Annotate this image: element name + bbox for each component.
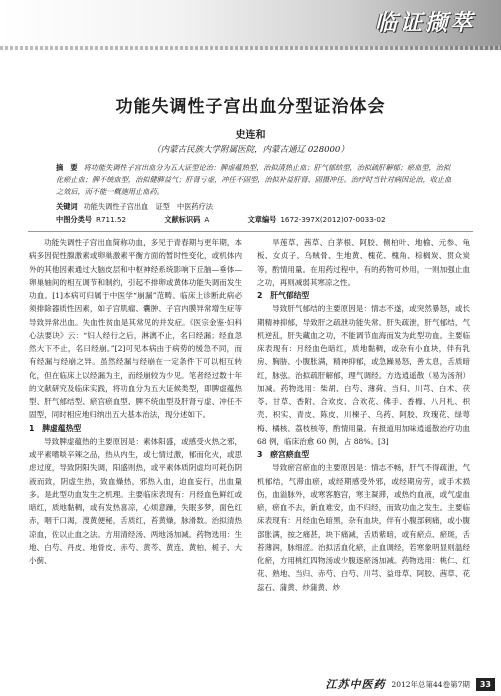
section-3-paragraph: 导致瘀宫瘀血的主要原因是：情志不畅，肝气不得疏泄，气机郁结，气滞血瘀，或经期感受外邪，或经期房劳，或手术损伤，血溢脉外，或寒客胞宫，寒主凝滞，或热灼血液，或气虚血瘀，瘀血不去，新血难安，血不归经，而致功血之发生。主要临床表现有：月经血色暗黑，杂有血块，伴有小腹部刺痛，或小腹部胀满，按之痛甚，块下痛减，舌质紫暗，或有瘀点、瘀斑，舌苔薄润，脉细涩。治拟活血化瘀，止血调经，若寒象明显则温经化瘀，方用桃红四物汤或少腹逐瘀汤加减。药物选用：桃仁、红花、熟地、当归、赤芍、白芍、川芎、益母草、阿胶、茜草、花蕊石、蒲黄、炒蒲黄、炒: [257, 463, 470, 592]
column-tag: 临证撷萃: [374, 10, 475, 36]
article-id-value: 1672-397X(2012)07-0033-02: [280, 215, 386, 224]
section-heading-3: 3 瘀宫瘀血型: [257, 450, 310, 459]
intro-paragraph: 功能失调性子宫出血简称功血，多见于青春期与更年期，本病多因促性腺激素或卵巢激素平衡方面的暂时性变化，或机体内外的其他因素通过大脑皮层和中枢神经系统影响下丘脑—垂体—卵巢轴间的相互调节和制约，引起不排卵或黄体功能失调而发生功血。[1]本病可归属于中医学“崩漏”范畴。临床上诊断此病必须排除器质性因素，如子宫肌瘤、囊肿、子宫内膜异常增生症等导致异常出血。失血性贫血是其常见的并发症。《医宗金鉴·妇科心法要诀》云：“妇人经行之后，淋漓不止，名曰经漏；经血忽然大下不止，名曰经崩。”[2]可见本病由于病势的缓急不同，而有经漏与经崩之异。虽然经漏与经崩在一定条件下可以相互转化，但在临床上以经漏为主，而经崩较为少见。笔者经过数十年的文献研究及临床实践，将功血分为五大证候类型，即脾虚蕴热型、肝气郁结型、瘀宫瘀血型、脾不统血型及肝肾亏虚、冲任不固型，同时相应地归纳出五大基本治法，现分述如下。: [29, 238, 242, 420]
abstract-label: 摘 要: [56, 163, 78, 172]
section-divider: [28, 231, 473, 232]
section-2-paragraph: 导致肝气郁结的主要原因是：情志不遂，或突然暴怒，或长期精神抑郁，导致肝之疏泄功能失常。肝失疏泄，肝气郁结，气机逆乱，肝失藏血之功，不能调节血海而发为此型功血。主要临床表现有：月经血色暗红，质地黏稠，或杂有小血块，伴有乳房、胸胁、小腹胀满，精神抑郁，或急躁易怒，善太息，舌质暗红，脉弦。治拟疏肝解郁，理气调经。方选逍遥散（易为汤剂）加减。药物选用：柴胡、白芍、薄荷、当归、川芎、白术、茯苓、甘草、香附、合欢皮、合欢花、佛手、香橼、八月札、枳壳、枳实、青皮、陈皮、川楝子、乌药、阿胶、玫瑰花、绿萼梅、橘核、荔枝核等，酌情用量。有报道用加味逍遥散治疗功血 68 例，临床治愈 60 例，占 88%。[3]: [257, 304, 470, 446]
body-column-right: [257, 236, 470, 672]
doc-code-value: A: [204, 215, 210, 224]
section-heading-1: 1 脾虚蕴热型: [29, 423, 82, 433]
body-column-left: [29, 236, 242, 672]
abstract-text: 将功能失调性子宫出血分为五大证型论治：脾虚蕴热型，治拟清热止血；肝气郁结型，治拟疏肝解郁；瘀血型，治拟化瘀止血；脾不统血型，治拟健脾益气；肝肾亏虚，冲任不固型，治拟补益肝肾、固摄冲任。治疗时当针对病因论治，收止血之效后，而不能一概施用止血药。: [56, 163, 452, 196]
keywords: [56, 201, 454, 212]
article-id-label: 文章编号: [247, 215, 277, 224]
keywords-label: 关键词: [56, 202, 78, 211]
header-band: [0, 0, 501, 50]
section-1-continued: 旱莲草、茜草、白茅根、阿胶、侧柏叶、地榆、元参、龟板、女贞子、乌贼骨、生地黄、槐花、槐角、棕榈炭、贯众炭等，酌情用量。在用药过程中，有的药物可炒用，一则加强止血之功，再则减弱其寒凉之性。: [257, 238, 470, 287]
abstract: [56, 162, 454, 197]
clc-value: R711.52: [95, 215, 127, 224]
author-affiliation: （内蒙古民族大学附属医院，内蒙古通辽 028000）: [152, 145, 349, 155]
keywords-text: 功能失调性子宫出血 证型 中医药疗法: [83, 202, 213, 211]
section-1-paragraph: 导致脾虚蕴热的主要原因是：素体阳盛，或感受火热之邪，或平素嗜啖辛辣之品，热从内生，或七情过激，郁而化火，或思虑过度，导致阴阳失调，阳盛则热，或平素体质阴虚均可耗伤阴液而致，阴虚生热，致血燥热，邪热入血，迫血妄行，出血量多。是此型功血发生之机理。主要临床表现有：月经血色鲜红或暗红，质地黏稠，或有发热喜凉，心烦意躁，失眠多梦，面色红赤，咽干口渴，溲黄便秘，舌质红，苔黄燥，脉滑数。治拟清热凉血，佐以止血之法。方用清经汤、两地汤加减。药物选用：生地、白芍、丹皮、地骨皮、赤芍、黄芩、黄连、黄柏、栀子、大小蓟、: [29, 436, 242, 565]
doc-code-label: 文献标识码: [164, 215, 201, 224]
classification-line: [56, 214, 454, 225]
clc-label: 中图分类号: [56, 215, 92, 224]
article-title: 功能失调性子宫出血分型证治体会: [115, 97, 386, 117]
page-footer: [325, 676, 495, 692]
article-author: 史连和: [235, 130, 266, 141]
issue-info: 2012年总第44卷第7期: [391, 679, 470, 689]
journal-name: 江苏中医药: [325, 678, 386, 691]
section-heading-2: 2 肝气郁结型: [257, 291, 310, 300]
page-number: 33: [476, 678, 495, 691]
